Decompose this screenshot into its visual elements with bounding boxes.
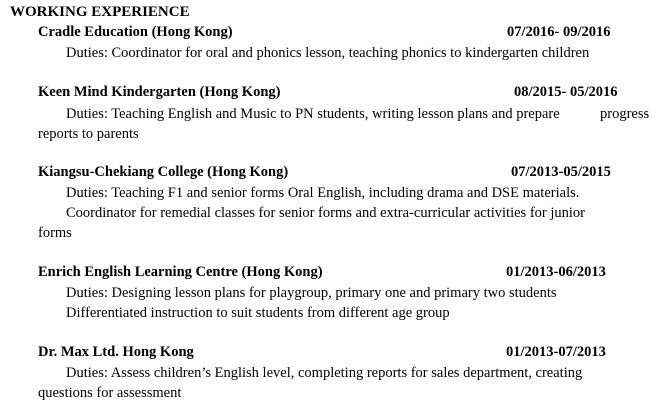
job-duties: forms [38,225,72,241]
job-header [38,82,628,102]
section-title: WORKING EXPERIENCE [10,4,190,20]
job-header [38,262,628,282]
job-duties [38,104,650,124]
job-header [38,342,628,362]
job-entry-kiangsu-chekiang [38,162,628,243]
job-entry-cradle-education [38,22,628,63]
job-duties: questions for assessment [38,385,182,401]
job-duties: Duties: Designing lesson plans for playgroup, primary one and primary two students [66,285,557,301]
job-entry-dr-max [38,342,628,403]
job-header [38,162,628,182]
job-duties-text: Duties: Teaching English and Music to PN students, writing lesson plans and prepare [66,106,560,122]
job-duties: Duties: Coordinator for oral and phonics lesson, teaching phonics to kindergarten children [66,45,590,61]
job-duties: Duties: Assess children’s English level, completing reports for sales department, creating [66,365,583,381]
job-duties: reports to parents [38,126,139,142]
job-duties: Duties: Teaching F1 and senior forms Oral English, including drama and DSE materials. [66,185,580,201]
job-organization: Enrich English Learning Centre (Hong Kong) [38,264,323,280]
job-organization: Dr. Max Ltd. Hong Kong [38,344,194,360]
job-header [38,22,628,42]
job-organization: Kiangsu-Chekiang College (Hong Kong) [38,164,289,180]
job-dates: 01/2013-07/2013 [506,344,606,360]
job-dates: 07/2016- 09/2016 [507,24,611,40]
job-dates: 07/2013-05/2015 [511,164,611,180]
job-entry-keen-mind [38,82,650,144]
job-organization: Cradle Education (Hong Kong) [38,24,233,40]
job-dates: 08/2015- 05/2016 [514,84,618,100]
job-dates: 01/2013-06/2013 [506,264,606,280]
job-organization: Keen Mind Kindergarten (Hong Kong) [38,84,281,100]
job-duties-text: progress [600,106,650,122]
job-duties: Coordinator for remedial classes for senior forms and extra-curricular activities for junior [66,205,585,221]
job-entry-enrich-english [38,262,628,323]
job-duties: Differentiated instruction to suit students from different age group [66,305,450,321]
